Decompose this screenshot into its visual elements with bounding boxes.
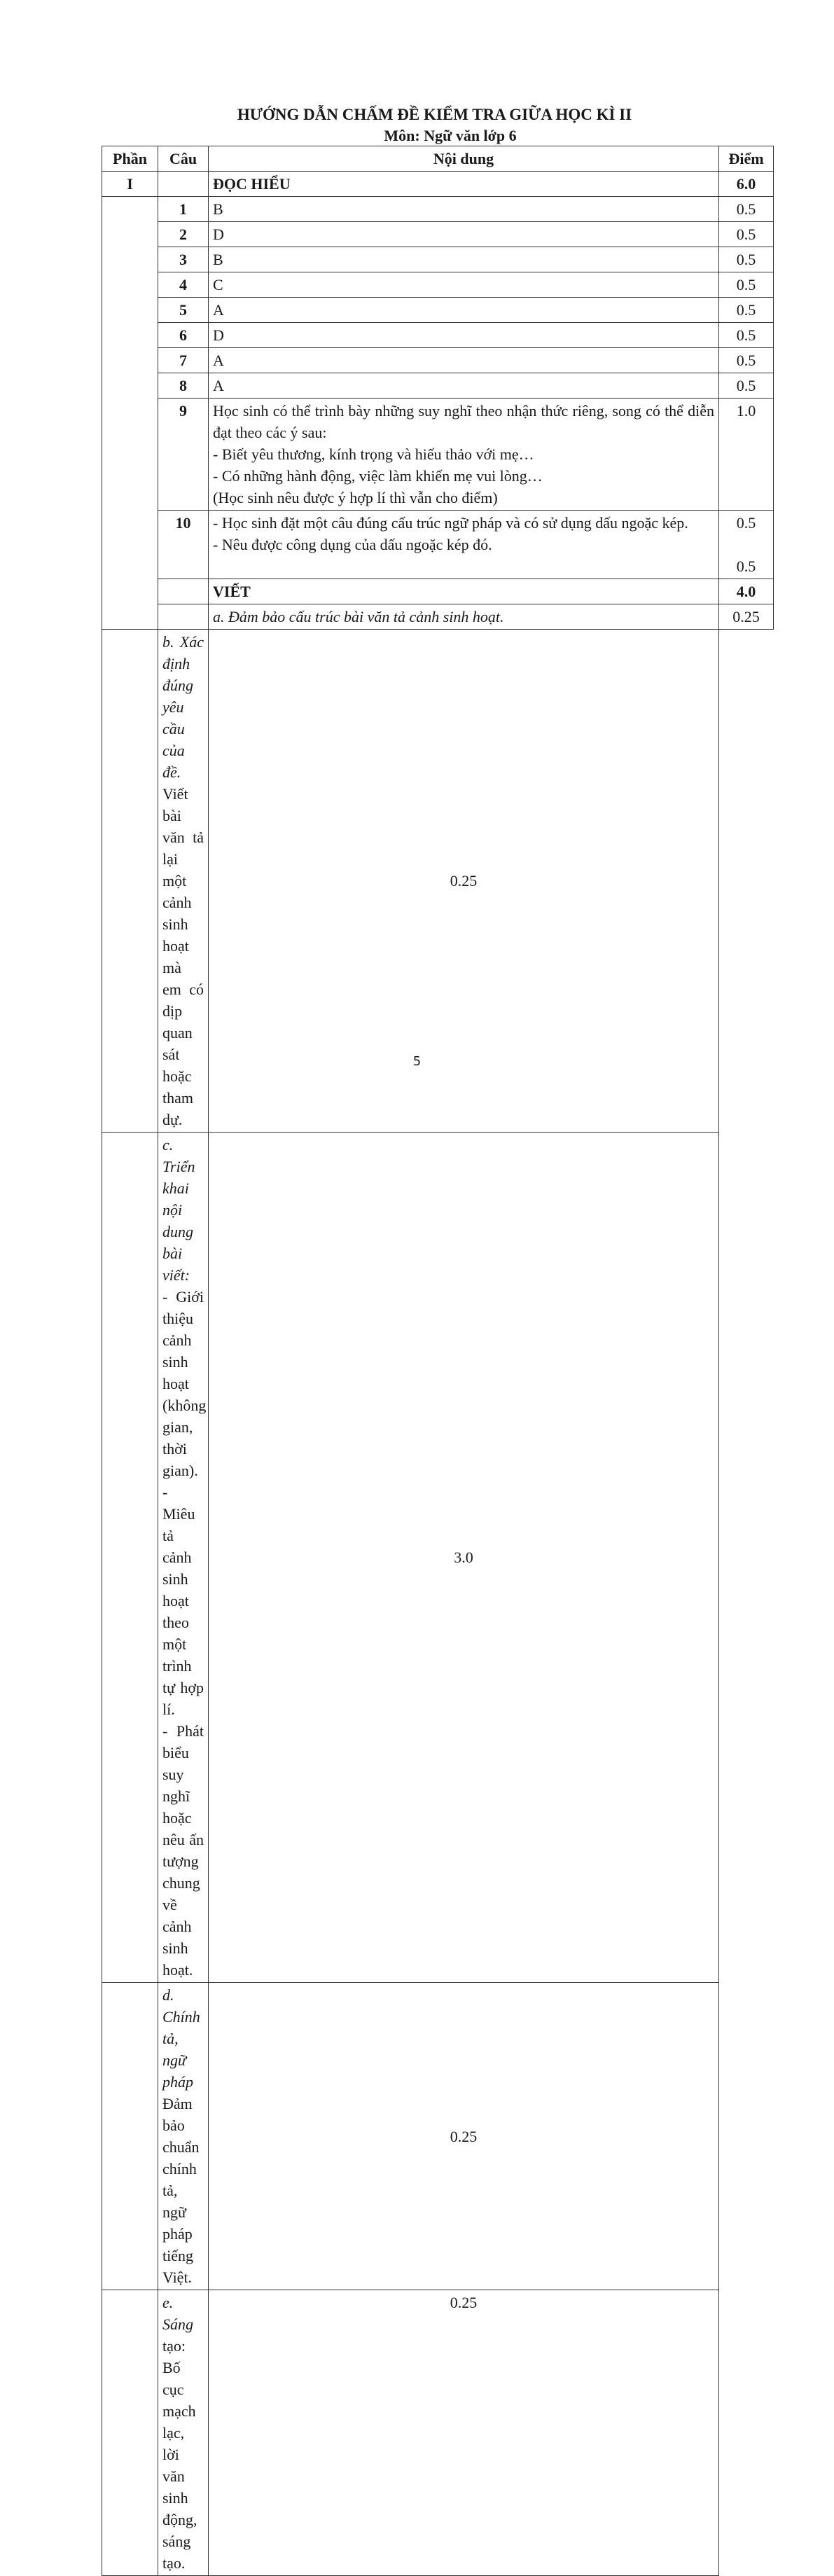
answer-cell: C bbox=[209, 272, 719, 298]
header-diem: Điểm bbox=[719, 146, 774, 172]
grading-table bbox=[102, 146, 774, 2576]
score-cell: 0.5 bbox=[719, 272, 774, 298]
question-number: 6 bbox=[158, 323, 209, 348]
content-heading: c. Triển khai nội dung bài viết: bbox=[162, 1136, 195, 1284]
score-value: 0.5 bbox=[736, 558, 756, 575]
question-number: 8 bbox=[158, 373, 209, 399]
question-number: 1 bbox=[158, 197, 209, 222]
question-9-row bbox=[102, 399, 774, 511]
table-row bbox=[102, 348, 774, 373]
score-cell: 0.25 bbox=[209, 630, 719, 1133]
question-number: 7 bbox=[158, 348, 209, 373]
score-value: 0.5 bbox=[736, 514, 756, 532]
content-line: - Nêu được công dụng của dấu ngoặc kép đó. bbox=[213, 536, 492, 553]
answer-cell: B bbox=[209, 247, 719, 272]
question-number: 10 bbox=[158, 511, 209, 579]
question-number: 3 bbox=[158, 247, 209, 272]
content-line: tạo: Bố cục mạch lạc, lời văn sinh động, sáng tạo. bbox=[162, 2337, 197, 2572]
content-heading: d. Chính tả, ngữ pháp bbox=[162, 1986, 200, 2091]
writing-a-row bbox=[102, 604, 774, 630]
writing-e-row bbox=[102, 2290, 774, 2576]
table-row bbox=[102, 247, 774, 272]
empty-cell bbox=[158, 579, 209, 604]
score-cell: 0.25 bbox=[209, 1983, 719, 2290]
content-line: - Có những hành động, việc làm khiến mẹ vui lòng… bbox=[213, 467, 543, 485]
document-title: HƯỚNG DẪN CHẤM ĐỀ KIỂM TRA GIỮA HỌC KÌ II bbox=[237, 106, 632, 123]
content-line: - Giới thiệu cảnh sinh hoạt (không gian, thời gian). bbox=[162, 1288, 207, 1479]
table-header-row bbox=[102, 146, 774, 172]
page-number: 5 bbox=[412, 1054, 422, 1069]
table-row bbox=[102, 298, 774, 323]
score-cell: 0.5 bbox=[719, 348, 774, 373]
empty-cell bbox=[102, 1983, 158, 2290]
writing-d-content bbox=[158, 1983, 209, 2290]
question-10-row bbox=[102, 511, 774, 579]
table-row bbox=[102, 272, 774, 298]
content-line: - Biết yêu thương, kính trọng và hiếu thảo với mẹ… bbox=[213, 445, 534, 463]
score-cell: 0.5 bbox=[719, 373, 774, 399]
content-line: - Phát biểu suy nghĩ hoặc nêu ấn tượng chung về cảnh sinh hoạt. bbox=[162, 1722, 204, 1979]
header-phan: Phần bbox=[102, 146, 158, 172]
content-line: Học sinh có thể trình bày những suy nghĩ theo nhận thức riêng, song có thể diễn đạt theo các ý sau: bbox=[213, 402, 714, 441]
content-line: - Miêu tả cảnh sinh hoạt theo một trình tự hợp lí. bbox=[162, 1483, 204, 1718]
empty-cell bbox=[158, 172, 209, 197]
score-cell: 0.25 bbox=[719, 604, 774, 630]
score-cell: 0.5 bbox=[719, 298, 774, 323]
part-1-row bbox=[102, 172, 774, 197]
score-cell: 1.0 bbox=[719, 399, 774, 511]
answer-cell: A bbox=[209, 298, 719, 323]
answer-cell: A bbox=[209, 348, 719, 373]
score-cell: 0.5 bbox=[719, 197, 774, 222]
header-cau: Câu bbox=[158, 146, 209, 172]
content-line: - Học sinh đặt một câu đúng cấu trúc ngữ pháp và có sử dụng dấu ngoặc kép. bbox=[213, 514, 688, 532]
part-1-title: ĐỌC HIỂU bbox=[209, 172, 719, 197]
question-number: 4 bbox=[158, 272, 209, 298]
answer-cell: B bbox=[209, 197, 719, 222]
question-number: 9 bbox=[158, 399, 209, 511]
table-row bbox=[102, 373, 774, 399]
writing-c-row bbox=[102, 1133, 774, 1983]
empty-cell bbox=[102, 1133, 158, 1983]
part-2-row bbox=[102, 579, 774, 604]
part-1-span-cell bbox=[102, 197, 158, 630]
empty-cell bbox=[158, 604, 209, 630]
question-number: 2 bbox=[158, 222, 209, 247]
part-1-score: 6.0 bbox=[719, 172, 774, 197]
table-row bbox=[102, 197, 774, 222]
content-line: Đảm bảo chuẩn chính tả, ngữ pháp tiếng Việt. bbox=[162, 2095, 200, 2286]
empty-cell bbox=[102, 2290, 158, 2576]
answer-cell: D bbox=[209, 323, 719, 348]
header-noi-dung: Nội dung bbox=[209, 146, 719, 172]
content-line: (Học sinh nêu được ý hợp lí thì vẫn cho điểm) bbox=[213, 489, 498, 506]
score-cell bbox=[719, 511, 774, 579]
question-9-content bbox=[209, 399, 719, 511]
writing-d-row bbox=[102, 1983, 774, 2290]
content-heading: b. Xác định đúng yêu cầu của đề. bbox=[162, 633, 204, 781]
answer-cell: A bbox=[209, 373, 719, 399]
table-row bbox=[102, 222, 774, 247]
score-cell: 0.5 bbox=[719, 247, 774, 272]
question-10-content bbox=[209, 511, 719, 579]
table-row bbox=[102, 323, 774, 348]
writing-c-content bbox=[158, 1133, 209, 1983]
score-cell: 0.5 bbox=[719, 222, 774, 247]
part-2-title: VIẾT bbox=[209, 579, 719, 604]
document-subtitle: Môn: Ngữ văn lớp 6 bbox=[384, 127, 517, 144]
writing-e-content bbox=[158, 2290, 209, 2576]
question-number: 5 bbox=[158, 298, 209, 323]
writing-a-content: a. Đảm bảo cấu trúc bài văn tả cảnh sinh hoạt. bbox=[209, 604, 719, 630]
document-header bbox=[0, 104, 834, 146]
score-cell: 0.5 bbox=[719, 323, 774, 348]
score-cell: 3.0 bbox=[209, 1133, 719, 1983]
score-cell: 0.25 bbox=[209, 2290, 719, 2576]
content-line: Viết bài văn tả lại một cảnh sinh hoạt mà em có dịp quan sát hoặc tham dự. bbox=[162, 785, 204, 1128]
part-2-score: 4.0 bbox=[719, 579, 774, 604]
answer-cell: D bbox=[209, 222, 719, 247]
part-1-label: I bbox=[102, 172, 158, 197]
content-heading: e. Sáng bbox=[162, 2294, 193, 2333]
